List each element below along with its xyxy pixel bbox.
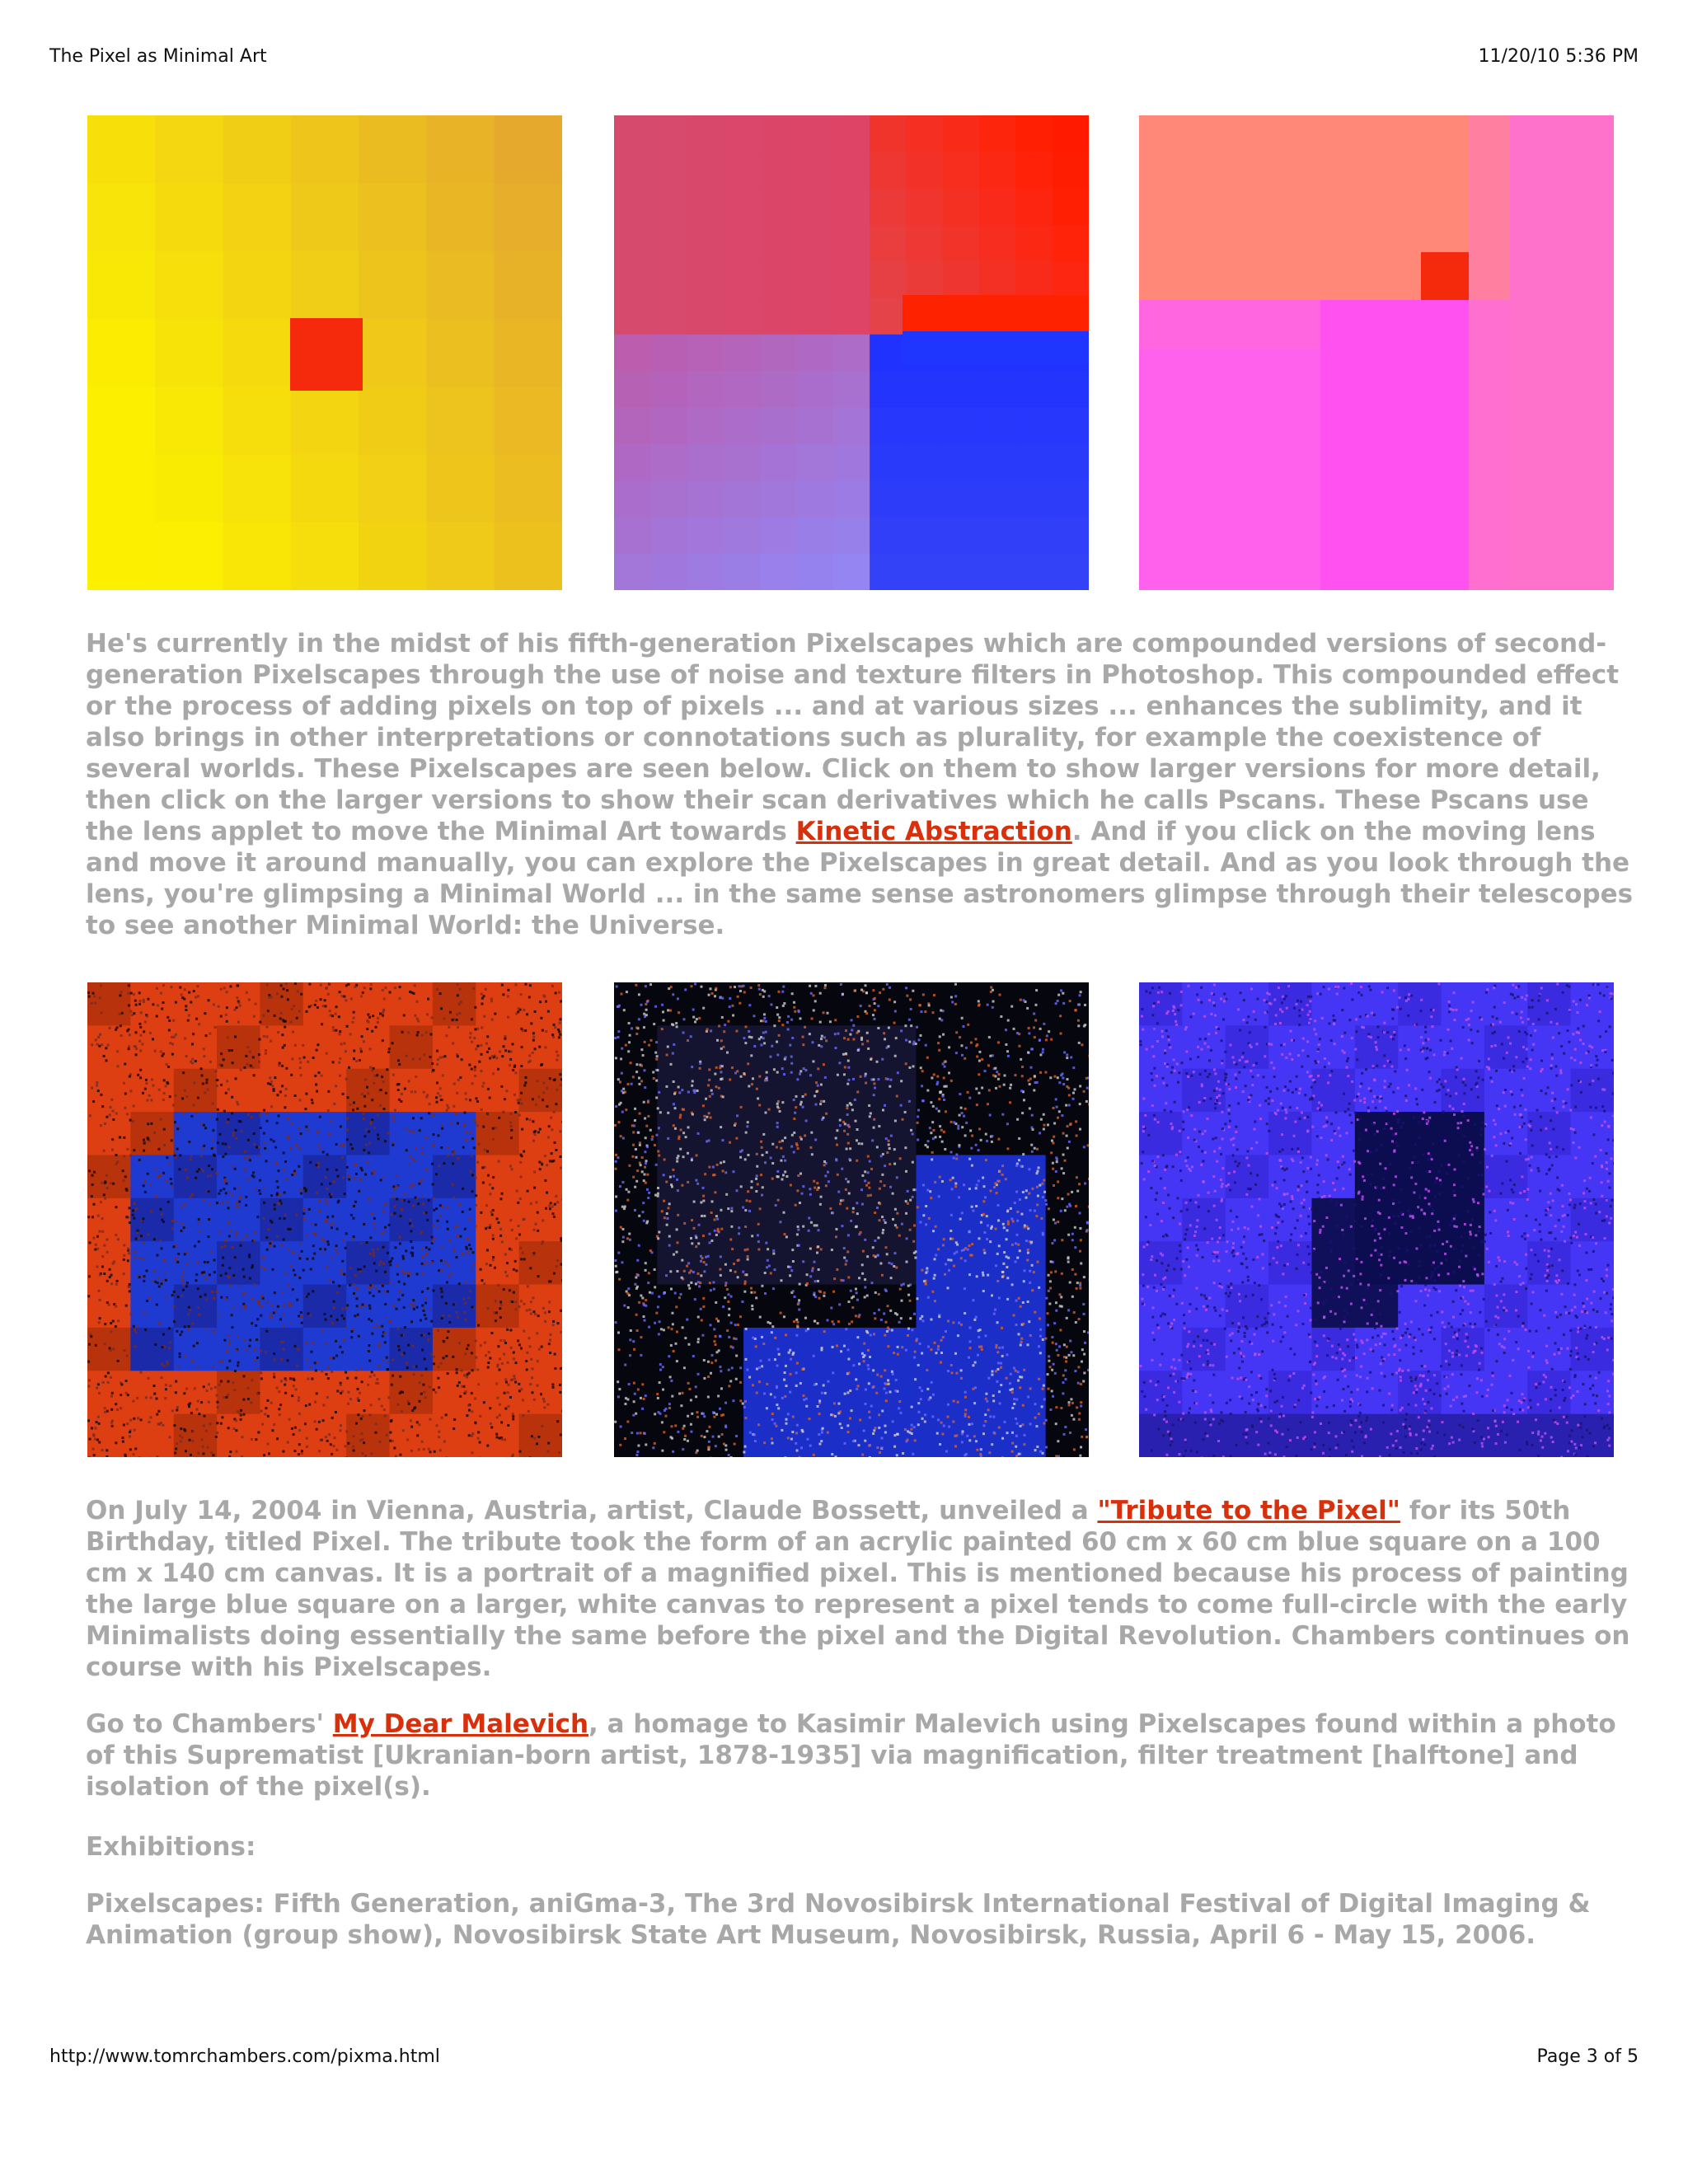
exhibitions-heading: Exhibitions: xyxy=(86,1832,256,1862)
exhibition-entry: Pixelscapes: Fifth Generation, aniGma-3, The 3rd Novosibirsk International Festival of Digital Imaging & Animation (group show), Novosibirsk State Art Museum, Novosibirsk, Russia, April 6 - May 15, 2006. xyxy=(86,1889,1591,1950)
artwork-noise-blue[interactable] xyxy=(1139,982,1614,1457)
paragraph-tribute: On July 14, 2004 in Vienna, Austria, artist, Claude Bossett, unveiled a "Tribute to the Pixel" for its 50th Birthday, titled Pixel. The tribute took the form of an acrylic painted 60 cm x 60 cm blue square on a 100 cm x 140 cm canvas. It is a portrait of a magnified pixel. This is mentioned because his process of painting the large blue square on a larger, white canvas to represent a pixel tends to come full-circle with the early Minimalists doing essentially the same before the pixel and the Digital Revolution. Chambers continues on course with his Pixelscapes. xyxy=(86,1496,1630,1682)
artwork-yellow-pixelscape[interactable] xyxy=(87,115,562,590)
artwork-row-bottom xyxy=(87,982,1614,1457)
page-footer-page-number: Page 3 of 5 xyxy=(1536,2046,1639,2067)
page-footer-url: http://www.tomrchambers.com/pixma.html xyxy=(49,2046,440,2067)
artwork-red-blue-pixelscape[interactable] xyxy=(614,115,1089,590)
paragraph-malevich: Go to Chambers' My Dear Malevich, a homage to Kasimir Malevich using Pixelscapes found within a photo of this Suprematist [Ukranian-born artist, 1878-1935] via magnification, filter treatment [halftone] and isolation of the pixel(s). xyxy=(86,1709,1616,1802)
artwork-noise-red-blue[interactable] xyxy=(87,982,562,1457)
kinetic-abstraction-link[interactable]: Kinetic Abstraction xyxy=(795,817,1072,846)
artwork-noise-dark[interactable] xyxy=(614,982,1089,1457)
artwork-row-top xyxy=(87,115,1614,590)
paragraph-fifth-generation: He's currently in the midst of his fifth-generation Pixelscapes which are compounded versions of second-generation Pixelscapes through the use of noise and texture filters in Photoshop. This compounded effect or the process of adding pixels on top of pixels ... and at various sizes ... enhances the sublimity, and it also brings in other interpretations or connotations such as plurality, for example the coexistence of several worlds. These Pixelscapes are seen below. Click on them to show larger versions for more detail, then click on the larger versions to show their scan derivatives which he calls Pscans. These Pscans use the lens applet to move the Minimal Art towards Kinetic Abstraction. And if you click on the moving lens and move it around manually, you can explore the Pixelscapes in great detail. And as you look through the lens, you're glimpsing a Minimal World ... in the same sense astronomers glimpse through their telescopes to see another Minimal World: the Universe. xyxy=(86,629,1634,940)
tribute-to-the-pixel-link[interactable]: "Tribute to the Pixel" xyxy=(1097,1496,1400,1526)
page-header-title: The Pixel as Minimal Art xyxy=(49,46,267,67)
page-header-datetime: 11/20/10 5:36 PM xyxy=(1478,46,1639,67)
artwork-pink-pixelscape[interactable] xyxy=(1139,115,1614,590)
my-dear-malevich-link[interactable]: My Dear Malevich xyxy=(332,1709,589,1739)
